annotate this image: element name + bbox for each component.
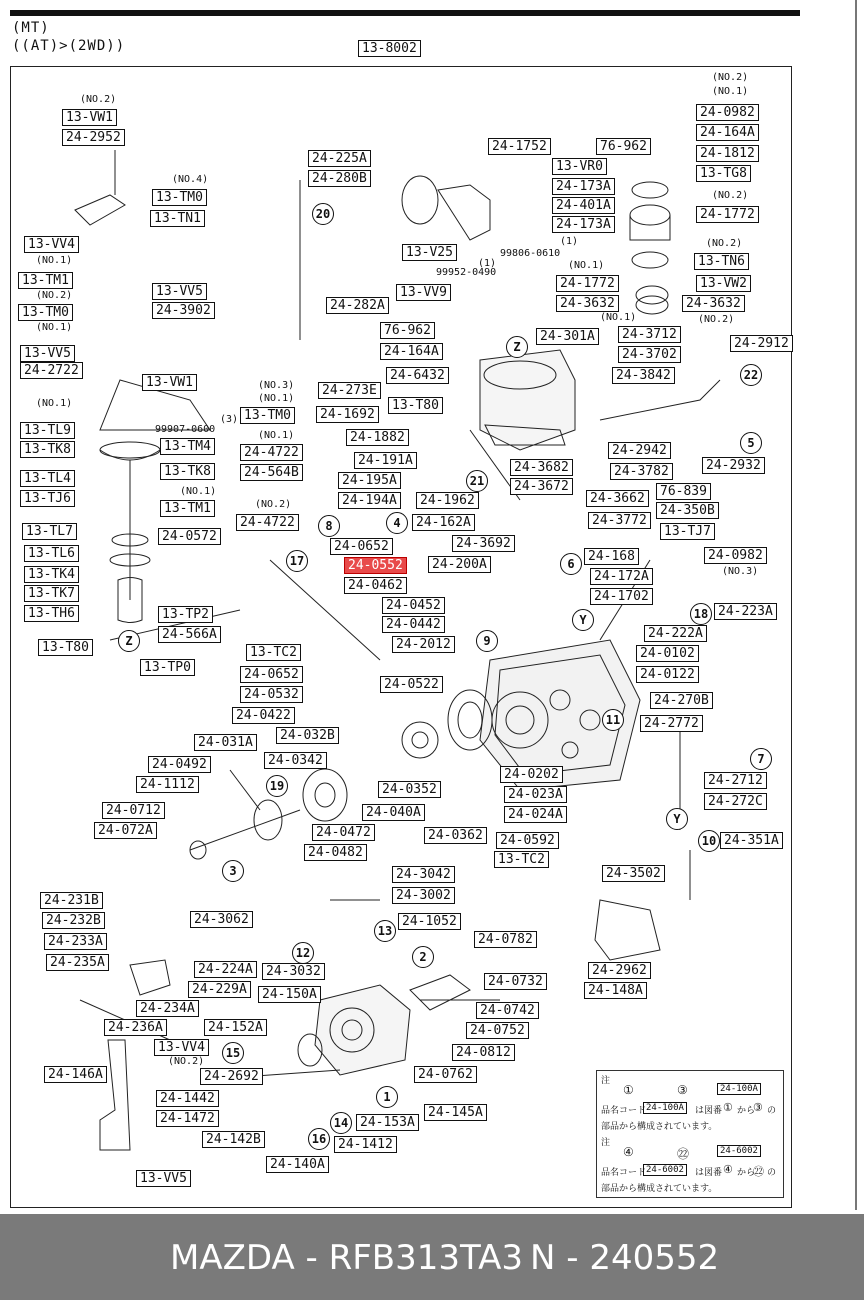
- part-label[interactable]: 24-1692: [316, 406, 379, 423]
- callout-letter: Z: [118, 630, 140, 652]
- part-label[interactable]: 24-153A: [356, 1114, 419, 1131]
- part-label[interactable]: 24-1412: [334, 1136, 397, 1153]
- part-label[interactable]: 13-VW1: [142, 374, 197, 391]
- legend-ref: ㉒: [753, 1165, 764, 1178]
- part-label[interactable]: 24-031A: [194, 734, 257, 751]
- part-label[interactable]: 24-231B: [40, 892, 103, 909]
- note: (NO.1): [258, 393, 295, 404]
- note: (NO.2): [168, 1056, 205, 1067]
- note: 99806-0610: [500, 248, 561, 259]
- legend-note-title: 注: [601, 1138, 611, 1148]
- part-label[interactable]: 24-3842: [612, 367, 675, 384]
- note: (NO.1): [712, 86, 749, 97]
- part-label[interactable]: 24-1752: [488, 138, 551, 155]
- part-label[interactable]: 24-0712: [102, 802, 165, 819]
- part-label[interactable]: 24-2932: [702, 457, 765, 474]
- legend-part-code[interactable]: 24-6002: [643, 1164, 687, 1176]
- part-label[interactable]: 24-164A: [696, 124, 759, 141]
- part-label[interactable]: 24-200A: [428, 556, 491, 573]
- part-label[interactable]: 13-TM1: [160, 500, 215, 517]
- part-label[interactable]: 24-1772: [556, 275, 619, 292]
- part-label[interactable]: 76-962: [380, 322, 435, 339]
- part-label[interactable]: 24-301A: [536, 328, 599, 345]
- part-label[interactable]: 24-0462: [344, 577, 407, 594]
- part-label[interactable]: 24-194A: [338, 492, 401, 509]
- part-label[interactable]: 24-023A: [504, 786, 567, 803]
- part-label[interactable]: 13-TM0: [18, 304, 73, 321]
- part-label[interactable]: 24-145A: [424, 1104, 487, 1121]
- part-label[interactable]: 24-3702: [618, 346, 681, 363]
- callout-number: 19: [266, 775, 288, 797]
- callout-number: 16: [308, 1128, 330, 1150]
- part-label[interactable]: 24-225A: [308, 150, 371, 167]
- note: (NO.1): [36, 322, 73, 333]
- legend-part-code[interactable]: 24-6002: [717, 1145, 761, 1157]
- footer-number: N - 240552: [530, 1238, 720, 1278]
- part-label[interactable]: 24-282A: [326, 297, 389, 314]
- part-label[interactable]: 24-0982: [696, 104, 759, 121]
- part-label[interactable]: 13-TP0: [140, 659, 195, 676]
- part-label[interactable]: 24-3002: [392, 887, 455, 904]
- part-label[interactable]: 13-TN6: [694, 253, 749, 270]
- part-label[interactable]: 24-3712: [618, 326, 681, 343]
- callout-number: 7: [750, 748, 772, 770]
- part-label[interactable]: 24-3502: [602, 865, 665, 882]
- legend-text: 部品から構成されています。: [601, 1122, 718, 1132]
- part-label[interactable]: 13-VW1: [62, 109, 117, 126]
- callout-number: 5: [740, 432, 762, 454]
- part-label[interactable]: 24-4722: [236, 514, 299, 531]
- part-label[interactable]: 13-V25: [402, 244, 457, 261]
- legend-text: 品名コード: [601, 1168, 647, 1178]
- part-label[interactable]: 24-0362: [424, 827, 487, 844]
- callout-number: 18: [690, 603, 712, 625]
- part-label[interactable]: 24-0812: [452, 1044, 515, 1061]
- legend-ref: ㉒: [677, 1147, 690, 1161]
- part-label[interactable]: 13-VV5: [136, 1170, 191, 1187]
- part-label[interactable]: 24-1472: [156, 1110, 219, 1127]
- part-label[interactable]: 24-1442: [156, 1090, 219, 1107]
- part-label[interactable]: 24-273E: [318, 382, 381, 399]
- part-label[interactable]: 24-1702: [590, 588, 653, 605]
- legend-text: 部品から構成されています。: [601, 1184, 718, 1194]
- part-label[interactable]: 24-0742: [476, 1002, 539, 1019]
- legend-text: 品名コード: [601, 1106, 647, 1116]
- note: (NO.2): [36, 290, 73, 301]
- callout-number: 22: [740, 364, 762, 386]
- part-label[interactable]: 13-TL4: [20, 470, 75, 487]
- part-label[interactable]: 13-TH6: [24, 605, 79, 622]
- part-label[interactable]: 13-TM0: [240, 407, 295, 424]
- part-label[interactable]: 24-195A: [338, 472, 401, 489]
- part-label[interactable]: 24-3772: [588, 512, 651, 529]
- part-label[interactable]: 24-2912: [730, 335, 793, 352]
- header-at-2wd: ((AT)>(2WD)): [12, 38, 126, 54]
- part-label[interactable]: 13-TK8: [160, 463, 215, 480]
- part-label[interactable]: 24-072A: [94, 822, 157, 839]
- legend-box: [596, 1070, 784, 1198]
- part-label[interactable]: 13-VR0: [552, 158, 607, 175]
- part-label[interactable]: 24-351A: [720, 832, 783, 849]
- callout-number: 12: [292, 942, 314, 964]
- part-label[interactable]: 24-040A: [362, 804, 425, 821]
- note: (NO.3): [258, 380, 295, 391]
- part-label[interactable]: 24-0652: [330, 538, 393, 555]
- note: (NO.4): [172, 174, 209, 185]
- part-label[interactable]: 24-0752: [466, 1022, 529, 1039]
- callout-number: 9: [476, 630, 498, 652]
- part-label[interactable]: 24-401A: [552, 197, 615, 214]
- part-label[interactable]: 24-0422: [232, 707, 295, 724]
- callout-number: 13: [374, 920, 396, 942]
- footer-brand-part: MAZDA - RFB313TA3: [170, 1238, 524, 1278]
- callout-letter: Z: [506, 336, 528, 358]
- note: (NO.2): [706, 238, 743, 249]
- legend-text: は図番: [695, 1106, 723, 1116]
- part-label[interactable]: 24-024A: [504, 806, 567, 823]
- callout-number: 2: [412, 946, 434, 968]
- part-label[interactable]: 13-TN1: [150, 210, 205, 227]
- legend-text: から: [737, 1168, 756, 1178]
- part-label[interactable]: 24-1112: [136, 776, 199, 793]
- legend-ref: ③: [677, 1083, 688, 1097]
- part-label[interactable]: 24-3632: [556, 295, 619, 312]
- part-label[interactable]: 24-1052: [398, 913, 461, 930]
- callout-number: 17: [286, 550, 308, 572]
- part-label[interactable]: 24-173A: [552, 216, 615, 233]
- note: (NO.2): [712, 190, 749, 201]
- part-label[interactable]: 13-T80: [388, 397, 443, 414]
- part-label[interactable]: 24-232B: [42, 912, 105, 929]
- part-label[interactable]: 24-236A: [104, 1019, 167, 1036]
- part-label[interactable]: 24-224A: [194, 961, 257, 978]
- callout-letter: Y: [666, 808, 688, 830]
- part-label[interactable]: 24-0592: [496, 832, 559, 849]
- part-label[interactable]: 13-TM4: [160, 438, 215, 455]
- part-label[interactable]: 24-564B: [240, 464, 303, 481]
- part-label[interactable]: 24-0482: [304, 844, 367, 861]
- part-label[interactable]: 24-229A: [188, 981, 251, 998]
- note: (NO.1): [36, 398, 73, 409]
- part-label[interactable]: 13-TM1: [18, 272, 73, 289]
- part-label[interactable]: 24-146A: [44, 1066, 107, 1083]
- callout-number: 20: [312, 203, 334, 225]
- note: (NO.1): [258, 430, 295, 441]
- part-label[interactable]: 24-3672: [510, 478, 573, 495]
- part-label[interactable]: 24-2722: [20, 362, 83, 379]
- part-label[interactable]: 13-VV4: [154, 1039, 209, 1056]
- note: (3): [220, 414, 239, 425]
- note: (NO.2): [712, 72, 749, 83]
- legend-text: は図番: [695, 1168, 723, 1178]
- part-label[interactable]: 24-3902: [152, 302, 215, 319]
- note: (NO.1): [600, 312, 637, 323]
- part-label[interactable]: 24-3062: [190, 911, 253, 928]
- part-label[interactable]: 24-223A: [714, 603, 777, 620]
- part-label[interactable]: 24-0532: [240, 686, 303, 703]
- part-label[interactable]: 24-3032: [262, 963, 325, 980]
- part-label[interactable]: 76-839: [656, 483, 711, 500]
- callout-number: 21: [466, 470, 488, 492]
- note: (NO.1): [180, 486, 217, 497]
- part-label[interactable]: 24-172A: [590, 568, 653, 585]
- part-label[interactable]: 24-2962: [588, 962, 651, 979]
- part-label[interactable]: 24-1812: [696, 145, 759, 162]
- part-label[interactable]: 13-TK8: [20, 441, 75, 458]
- note: (NO.3): [722, 566, 759, 577]
- part-label[interactable]: 24-173A: [552, 178, 615, 195]
- part-label[interactable]: 13-TJ7: [660, 523, 715, 540]
- part-label[interactable]: 13-TG8: [696, 165, 751, 182]
- header-mt: (MT): [12, 20, 50, 36]
- note: (1): [478, 258, 497, 269]
- note: (1): [560, 236, 579, 247]
- part-label[interactable]: 24-0782: [474, 931, 537, 948]
- callout-number: 15: [222, 1042, 244, 1064]
- part-label[interactable]: 24-2712: [704, 772, 767, 789]
- note: (NO.1): [36, 255, 73, 266]
- part-label[interactable]: 24-0442: [382, 616, 445, 633]
- part-label[interactable]: 24-0572: [158, 528, 221, 545]
- note: 99907-0600: [155, 424, 216, 435]
- part-label[interactable]: 13-TC2: [246, 644, 301, 661]
- part-label[interactable]: 24-140A: [266, 1156, 329, 1173]
- part-label[interactable]: 24-350B: [656, 502, 719, 519]
- part-label[interactable]: 13-TL7: [22, 523, 77, 540]
- part-label[interactable]: 24-2692: [200, 1068, 263, 1085]
- part-label[interactable]: 13-VV5: [20, 345, 75, 362]
- callout-number: 6: [560, 553, 582, 575]
- part-label[interactable]: 13-VW2: [696, 275, 751, 292]
- callout-number: 1: [376, 1086, 398, 1108]
- part-label[interactable]: 24-1772: [696, 206, 759, 223]
- part-label[interactable]: 24-2012: [392, 636, 455, 653]
- part-label[interactable]: 13-TL9: [20, 422, 75, 439]
- part-label[interactable]: 13-T80: [38, 639, 93, 656]
- part-label[interactable]: 24-3692: [452, 535, 515, 552]
- callout-number: 14: [330, 1112, 352, 1134]
- part-label[interactable]: 24-1882: [346, 429, 409, 446]
- part-label[interactable]: 24-0472: [312, 824, 375, 841]
- part-label[interactable]: 24-2952: [62, 129, 125, 146]
- part-label[interactable]: 76-962: [596, 138, 651, 155]
- part-label[interactable]: 24-0492: [148, 756, 211, 773]
- part-label[interactable]: 24-191A: [354, 452, 417, 469]
- part-label[interactable]: 24-233A: [44, 933, 107, 950]
- part-label[interactable]: 13-TC2: [494, 851, 549, 868]
- part-label[interactable]: 24-0522: [380, 676, 443, 693]
- legend-ref: ④: [723, 1163, 733, 1176]
- part-label[interactable]: 24-6432: [386, 367, 449, 384]
- part-label[interactable]: 24-0342: [264, 752, 327, 769]
- part-label[interactable]: 13-TM0: [152, 189, 207, 206]
- part-label[interactable]: 24-3662: [586, 490, 649, 507]
- part-label[interactable]: 24-0982: [704, 547, 767, 564]
- callout-number: 11: [602, 709, 624, 731]
- legend-ref: ④: [623, 1145, 634, 1159]
- part-label[interactable]: 13-VV5: [152, 283, 207, 300]
- part-label[interactable]: 24-2942: [608, 442, 671, 459]
- note: 99952-0490: [436, 267, 497, 278]
- legend-part-code[interactable]: 24-100A: [717, 1083, 761, 1095]
- legend-ref: ①: [723, 1101, 733, 1114]
- legend-text: の: [767, 1106, 777, 1116]
- section-label[interactable]: 13-8002: [358, 40, 421, 57]
- part-label[interactable]: 24-222A: [644, 625, 707, 642]
- part-label[interactable]: 13-TL6: [24, 545, 79, 562]
- part-label[interactable]: 24-3632: [682, 295, 745, 312]
- part-label[interactable]: 24-3782: [610, 463, 673, 480]
- note: (NO.2): [80, 94, 117, 105]
- legend-text: から: [737, 1106, 756, 1116]
- part-label[interactable]: 24-234A: [136, 1000, 199, 1017]
- part-label[interactable]: 13-VV4: [24, 236, 79, 253]
- part-label[interactable]: 13-TK7: [24, 585, 79, 602]
- callout-number: 8: [318, 515, 340, 537]
- part-label[interactable]: 24-168: [584, 548, 639, 565]
- part-label[interactable]: 24-0122: [636, 666, 699, 683]
- part-label[interactable]: 24-3042: [392, 866, 455, 883]
- part-label[interactable]: 24-270B: [650, 692, 713, 709]
- part-label[interactable]: 24-148A: [584, 982, 647, 999]
- part-label[interactable]: 24-235A: [46, 954, 109, 971]
- part-label[interactable]: 24-152A: [204, 1019, 267, 1036]
- part-label[interactable]: 24-142B: [202, 1131, 265, 1148]
- part-label[interactable]: 24-3682: [510, 459, 573, 476]
- part-label[interactable]: 24-0452: [382, 597, 445, 614]
- legend-part-code[interactable]: 24-100A: [643, 1102, 687, 1114]
- legend-ref: ③: [753, 1101, 763, 1114]
- callout-number: 4: [386, 512, 408, 534]
- part-label[interactable]: 24-0102: [636, 645, 699, 662]
- part-label[interactable]: 24-0202: [500, 766, 563, 783]
- part-label[interactable]: 24-0732: [484, 973, 547, 990]
- part-label[interactable]: 24-566A: [158, 626, 221, 643]
- note: (NO.2): [698, 314, 735, 325]
- note: (NO.1): [568, 260, 605, 271]
- part-label[interactable]: 24-0762: [414, 1066, 477, 1083]
- legend-note-title: 注: [601, 1076, 611, 1086]
- legend-text: の: [767, 1168, 777, 1178]
- part-label[interactable]: 24-162A: [412, 514, 475, 531]
- part-label[interactable]: 24-272C: [704, 793, 767, 810]
- callout-number: 3: [222, 860, 244, 882]
- part-label[interactable]: 24-4722: [240, 444, 303, 461]
- part-label[interactable]: 13-TK4: [24, 566, 79, 583]
- part-label[interactable]: 13-TP2: [158, 606, 213, 623]
- footer-bar: [0, 1214, 864, 1300]
- part-label[interactable]: 24-032B: [276, 727, 339, 744]
- part-label[interactable]: 24-0352: [378, 781, 441, 798]
- part-label[interactable]: 24-2772: [640, 715, 703, 732]
- legend-ref: ①: [623, 1083, 634, 1097]
- part-label[interactable]: 13-TJ6: [20, 490, 75, 507]
- part-label[interactable]: 24-0652: [240, 666, 303, 683]
- note: (NO.2): [255, 499, 292, 510]
- callout-number: 10: [698, 830, 720, 852]
- callout-letter: Y: [572, 609, 594, 631]
- part-label[interactable]: 24-150A: [258, 986, 321, 1003]
- part-label[interactable]: 24-1962: [416, 492, 479, 509]
- part-label[interactable]: 24-164A: [380, 343, 443, 360]
- highlighted-part-label[interactable]: 24-0552: [344, 557, 407, 574]
- part-label[interactable]: 24-280B: [308, 170, 371, 187]
- part-label[interactable]: 13-VV9: [396, 284, 451, 301]
